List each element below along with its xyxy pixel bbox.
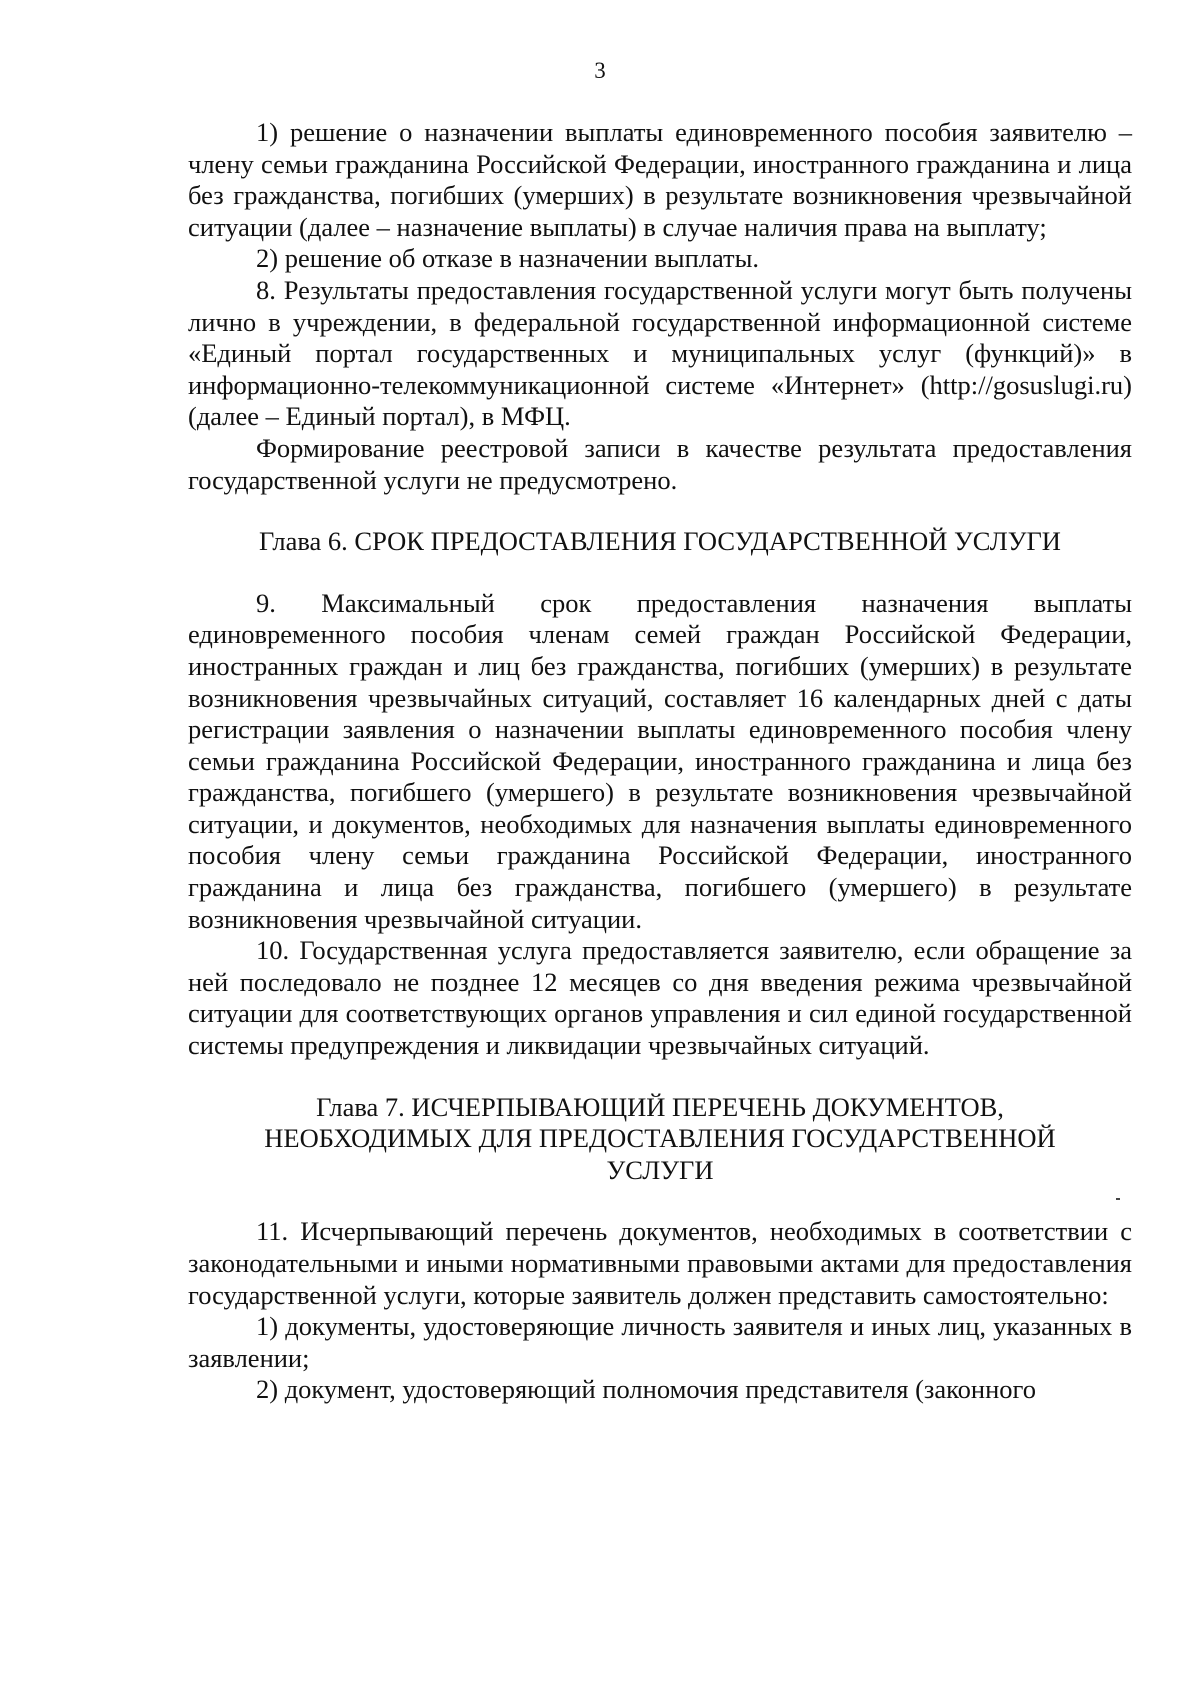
paragraph-11: 11. Исчерпывающий перечень документов, необходимых в соответствии с законодательными и иными нормативными правовыми актами для предоставления государственной услуги, которые заявитель должен представить самостоятельно:: [188, 1216, 1132, 1310]
paragraph-8-registry: Формирование реестровой записи в качестве результата предоставления государственной услуги не предусмотрено.: [188, 432, 1132, 495]
paragraph-8: 8. Результаты предоставления государственной услуги могут быть получены лично в учреждении, в федеральной государственной информационной системе «Единый портал государственных и муниципальных услуг (функций)» в информационно-телекоммуникационной системе «Интернет» (http://gosuslugi.ru) (далее – Единый портал), в МФЦ.: [188, 274, 1132, 432]
paragraph-11-1: 1) документы, удостоверяющие личность заявителя и иных лиц, указанных в заявлении;: [188, 1311, 1132, 1373]
page-number: 3: [594, 58, 606, 83]
spacer: [188, 558, 1132, 588]
scan-artifact-mark: [1116, 1198, 1120, 1200]
document-body: [188, 117, 1132, 1406]
paragraph-11-2: 2) документ, удостоверяющий полномочия представителя (законного: [256, 1374, 1036, 1405]
chapter-7-heading-line-3: УСЛУГИ: [606, 1154, 714, 1185]
paragraph-10: 10. Государственная услуга предоставляется заявителю, если обращение за ней последовало не позднее 12 месяцев со дня введения режима чрезвычайной ситуации для соответствующих органов управления и сил единой государственной системы предупреждения и ликвидации чрезвычайных ситуаций.: [188, 935, 1132, 1061]
spacer: [188, 496, 1132, 526]
chapter-7-heading-line-1: Глава 7. ИСЧЕРПЫВАЮЩИЙ ПЕРЕЧЕНЬ ДОКУМЕНТОВ,: [316, 1091, 1004, 1122]
paragraph-7-1: 1) решение о назначении выплаты единовременного пособия заявителю – члену семьи гражданина Российской Федерации, иностранного гражданина и лица без гражданства, погибших (умерших) в результате возникновения чрезвычайной ситуации (далее – назначение выплаты) в случае наличия права на выплату;: [188, 117, 1132, 242]
chapter-6-heading: Глава 6. СРОК ПРЕДОСТАВЛЕНИЯ ГОСУДАРСТВЕННОЙ УСЛУГИ: [259, 526, 1061, 557]
spacer: [188, 1186, 1132, 1216]
chapter-7-heading: [188, 1092, 1132, 1187]
chapter-7-heading-line-2: НЕОБХОДИМЫХ ДЛЯ ПРЕДОСТАВЛЕНИЯ ГОСУДАРСТВЕННОЙ: [264, 1123, 1056, 1154]
paragraph-7-2: 2) решение об отказе в назначении выплаты.: [256, 243, 760, 274]
spacer: [188, 1062, 1132, 1092]
paragraph-9: 9. Максимальный срок предоставления назначения выплаты единовременного пособия членам семей граждан Российской Федерации, иностранных граждан и лиц без гражданства, погибших (умерших) в результате возникновения чрезвычайных ситуаций, составляет 16 календарных дней с даты регистрации заявления о назначении выплаты единовременного пособия члену семьи гражданина Российской Федерации, иностранного гражданина и лица без гражданства, погибшего (умершего) в результате возникновения чрезвычайной ситуации, и документов, необходимых для назначения выплаты единовременного пособия члену семьи гражданина Российской Федерации, иностранного гражданина и лица без гражданства, погибшего (умершего) в результате возникновения чрезвычайной ситуации.: [188, 587, 1132, 934]
